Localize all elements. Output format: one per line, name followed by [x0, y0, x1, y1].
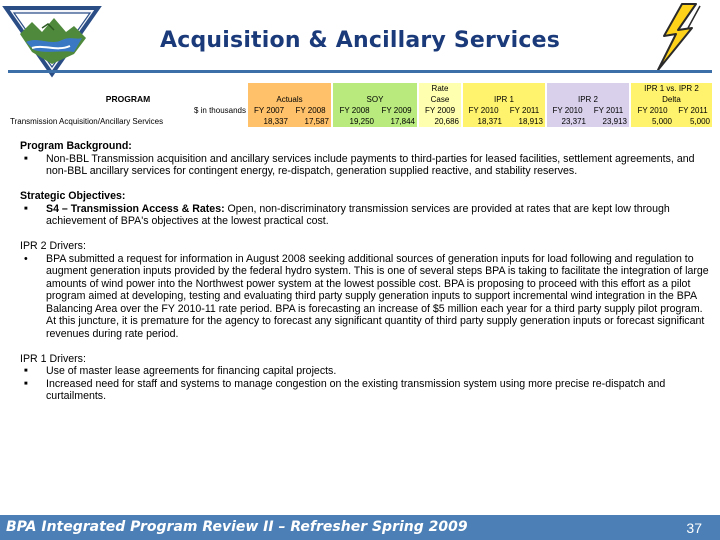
- actuals-header: Actuals: [248, 94, 332, 105]
- lightning-bolt-icon: [644, 2, 704, 72]
- delta-header: IPR 1 vs. IPR 2: [630, 83, 712, 94]
- year-header: FY 2008: [332, 105, 376, 116]
- financial-table: [8, 83, 712, 127]
- year-header: FY 2010: [462, 105, 504, 116]
- year-header: FY 2010: [546, 105, 588, 116]
- square-bullet-icon: ■: [24, 380, 28, 387]
- section-heading: IPR 1 Drivers:: [20, 352, 86, 365]
- square-bullet-icon: ■: [24, 155, 28, 162]
- year-header: FY 2011: [504, 105, 546, 116]
- program-background-section: [20, 140, 710, 178]
- table-header-row-1: [8, 83, 712, 94]
- rate-case-header-line2: Case: [418, 94, 462, 105]
- list-item: [20, 378, 710, 403]
- table-cell: 20,686: [418, 116, 462, 127]
- objective-title: S4 – Transmission Access & Rates:: [46, 202, 225, 215]
- slide-body: [20, 140, 710, 415]
- table-cell: 18,913: [504, 116, 546, 127]
- table-cell: 23,371: [546, 116, 588, 127]
- program-header: PROGRAM: [8, 94, 248, 105]
- bullet-text: Use of master lease agreements for financing capital projects.: [46, 365, 337, 377]
- square-bullet-icon: ■: [24, 205, 28, 212]
- title-divider: [8, 70, 712, 73]
- bullet-text: Increased need for staff and systems to manage congestion on the existing transmission system using more precise re-dispatch and curtailments.: [46, 377, 666, 402]
- delta-header-line2: Delta: [630, 94, 712, 105]
- table-cell: 18,337: [248, 116, 290, 127]
- ipr2-drivers-section: [20, 240, 710, 340]
- table-cell: 5,000: [630, 116, 674, 127]
- year-header: FY 2009: [376, 105, 418, 116]
- table-header-row-2: [8, 94, 712, 105]
- soy-header: SOY: [332, 94, 418, 105]
- table-years-row: [8, 105, 712, 116]
- row-label: Transmission Acquisition/Ancillary Services: [8, 116, 248, 127]
- table-cell: 5,000: [674, 116, 712, 127]
- bullet-text: Non-BBL Transmission acquisition and ancillary services include payments to third-parties for leased facilities, settlement agreements, and non-BBL ancillary services for contingent energy, re-dispatch, generation supplied reactive, and stability reserves.: [46, 152, 695, 177]
- round-bullet-icon: •: [24, 252, 28, 265]
- section-heading: Strategic Objectives:: [20, 190, 126, 202]
- list-item: [20, 153, 710, 178]
- bullet-text: [46, 203, 710, 228]
- ipr1-header: IPR 1: [462, 94, 546, 105]
- page-title: Acquisition & Ancillary Services: [160, 28, 560, 53]
- bullet-text: BPA submitted a request for information in August 2008 seeking additional sources of generation inputs for load following and regulation to augment generation inputs provided by the federal hydro system. This is one of several steps BPA is taking to facilitate the integration of large amounts of wind power into the Northwest power system at the lowest possible cost. BPA is proposing to proceed with this effort as a pilot program aimed at developing, testing and evaluating third party supply generation inputs to support incremental wind integration in the BPA Balancing Area over the FY 2010-11 rate period. BPA is forecasting an increase of $5 million each year for a third party supply pilot program. At this juncture, it is premature for the agency to forecast any significant quantity of third party supply generation inputs or forecast significant revenues during rate period.: [46, 252, 709, 340]
- footer-title: BPA Integrated Program Review II – Refresher Spring 2009: [6, 519, 468, 535]
- page-number: 37: [686, 520, 702, 536]
- year-header: FY 2011: [674, 105, 712, 116]
- table-cell: 23,913: [588, 116, 630, 127]
- table-cell: 18,371: [462, 116, 504, 127]
- list-item: [20, 365, 710, 378]
- strategic-objectives-section: [20, 190, 710, 228]
- section-heading: Program Background:: [20, 140, 132, 152]
- square-bullet-icon: ■: [24, 368, 28, 374]
- table-cell: 19,250: [332, 116, 376, 127]
- bpa-logo-icon: [2, 2, 102, 78]
- list-item: [20, 253, 710, 341]
- units-label: $ in thousands: [8, 105, 248, 116]
- table-cell: 17,844: [376, 116, 418, 127]
- section-heading: IPR 2 Drivers:: [20, 240, 86, 252]
- year-header: FY 2011: [588, 105, 630, 116]
- rate-case-header: Rate: [418, 83, 462, 94]
- slide-footer: [0, 515, 720, 540]
- list-item: [20, 203, 710, 228]
- year-header: FY 2008: [290, 105, 332, 116]
- year-header: FY 2010: [630, 105, 674, 116]
- objective-description: Open, non-discriminatory transmission services are provided at rates that are kept low through achievement of BPA's objectives at the lowest practical cost.: [46, 202, 670, 227]
- slide-header: [0, 0, 720, 80]
- ipr1-drivers-section: [20, 353, 710, 403]
- ipr2-header: IPR 2: [546, 94, 630, 105]
- table-cell: 17,587: [290, 116, 332, 127]
- year-header: FY 2007: [248, 105, 290, 116]
- table-row: [8, 116, 712, 127]
- year-header: FY 2009: [418, 105, 462, 116]
